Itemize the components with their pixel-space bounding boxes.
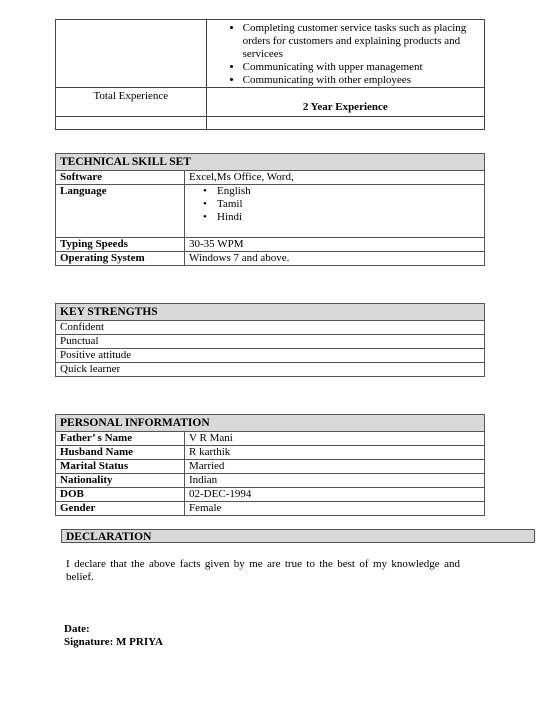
strength-item: Punctual (56, 335, 485, 349)
experience-empty-row (56, 117, 485, 130)
personal-info-table (55, 414, 485, 516)
key-strengths-table (55, 303, 485, 377)
language-item: • English (203, 185, 480, 198)
language-label: Language (56, 185, 185, 238)
experience-duties-list (211, 22, 480, 87)
empty-cell (56, 117, 207, 130)
husband-name-value: R karthik (185, 446, 485, 460)
nationality-value: Indian (185, 474, 485, 488)
marital-status-label: Marital Status (56, 460, 185, 474)
dob-value: 02-DEC-1994 (185, 488, 485, 502)
empty-cell (206, 117, 484, 130)
experience-duties-row (56, 20, 485, 88)
software-value: Excel,Ms Office, Word, (185, 171, 485, 185)
duty-item: • Communicating with other employees (243, 74, 480, 87)
strength-item: Positive attitude (56, 349, 485, 363)
typing-label: Typing Speeds (56, 238, 185, 252)
total-experience-value: 2 Year Experience (206, 88, 484, 117)
experience-table (55, 19, 485, 130)
personal-info-heading: PERSONAL INFORMATION (56, 415, 485, 432)
marital-status-value: Married (185, 460, 485, 474)
language-item: • Tamil (203, 198, 480, 211)
declaration-text: I declare that the above facts given by me are true to the best of my knowledge and belief. (66, 558, 460, 583)
strength-item: Quick learner (56, 363, 485, 377)
os-label: Operating System (56, 252, 185, 266)
software-label: Software (56, 171, 185, 185)
duty-item: • Completing customer service tasks such as placing orders for customers and explaining products and servicees (243, 22, 480, 61)
experience-blank-cell (56, 20, 207, 88)
gender-value: Female (185, 502, 485, 516)
typing-value: 30-35 WPM (185, 238, 485, 252)
key-strengths-heading: KEY STRENGTHS (56, 304, 485, 321)
signature-label: Signature: M PRIYA (64, 636, 164, 648)
father-name-value: V R Mani (185, 432, 485, 446)
nationality-label: Nationality (56, 474, 185, 488)
experience-duties-cell (206, 20, 484, 88)
language-cell (185, 185, 485, 238)
dob-label: DOB (56, 488, 185, 502)
gender-label: Gender (56, 502, 185, 516)
technical-skill-table (55, 153, 485, 266)
total-experience-label: Total Experience (56, 88, 207, 117)
technical-skill-heading: TECHNICAL SKILL SET (56, 154, 485, 171)
father-name-label: Father’ s Name (56, 432, 185, 446)
os-value: Windows 7 and above. (185, 252, 485, 266)
duty-item: • Communicating with upper management (243, 61, 480, 74)
husband-name-label: Husband Name (56, 446, 185, 460)
total-experience-row (56, 88, 485, 117)
declaration-heading: DECLARATION (61, 529, 535, 543)
strength-item: Confident (56, 321, 485, 335)
date-label: Date: (64, 623, 90, 635)
language-list (189, 185, 480, 224)
language-item: • Hindi (203, 211, 480, 224)
